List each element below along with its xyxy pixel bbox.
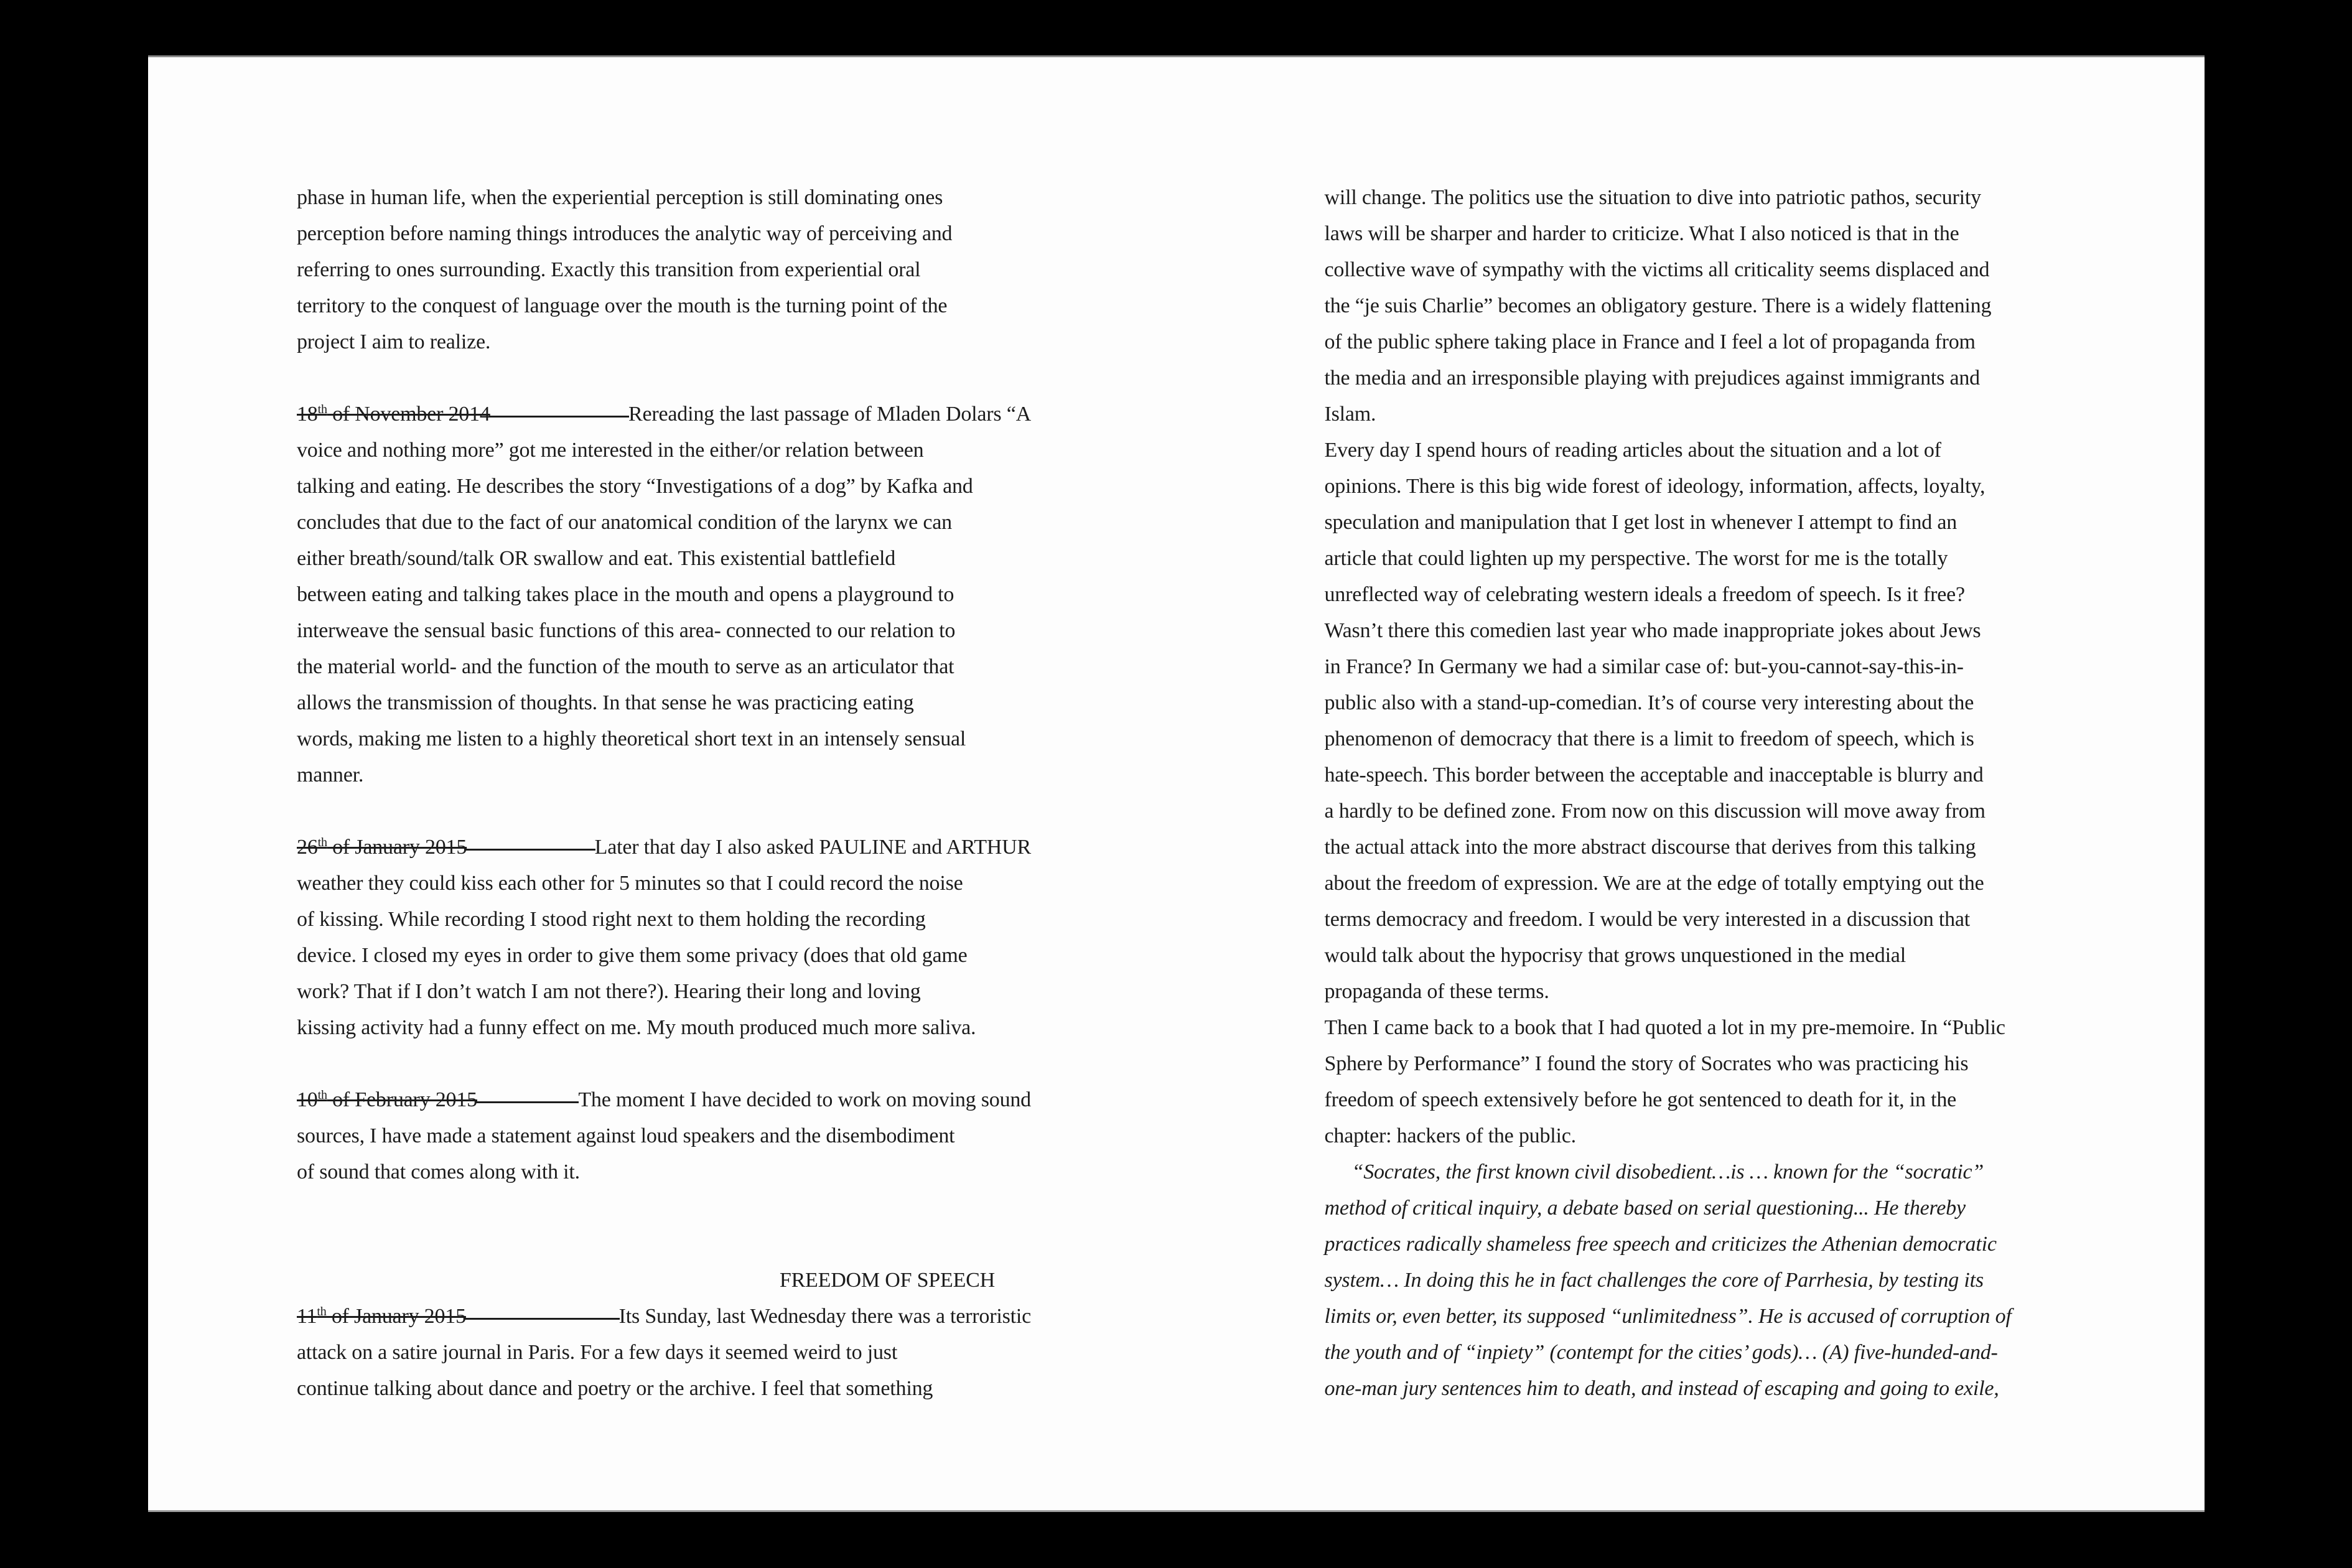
text-line: collective wave of sympathy with the victims all criticality seems displaced and — [1324, 258, 1990, 281]
text-line: Sphere by Performance” I found the story of Socrates who was practicing his — [1324, 1052, 1969, 1075]
text-line: work? That if I don’t watch I am not there?). Hearing their long and loving — [297, 980, 921, 1003]
text-line: talking and eating. He describes the story “Investigations of a dog” by Kafka and — [297, 475, 973, 498]
text-line: would talk about the hypocrisy that grows unquestioned in the medial — [1324, 944, 1906, 967]
text-line: either breath/sound/talk OR swallow and eat. This existential battlefield — [297, 547, 896, 570]
text-line: chapter: hackers of the public. — [1324, 1124, 1576, 1147]
text-line: of the public sphere taking place in France and I feel a lot of propaganda from — [1324, 330, 1976, 353]
text-line: freedom of speech extensively before he got sentenced to death for it, in the — [1324, 1088, 1957, 1111]
left-paragraph-3 — [297, 829, 1031, 1046]
text-line: Its Sunday, last Wednesday there was a terroristic — [618, 1305, 1031, 1328]
text-line: Wasn’t there this comedien last year who made inappropriate jokes about Jews — [1324, 619, 1981, 642]
entry-date-day: 11 — [297, 1305, 317, 1328]
text-line: the “je suis Charlie” becomes an obligatory gesture. There is a widely flattening — [1324, 294, 1992, 317]
text-line: The moment I have decided to work on moving sound — [578, 1088, 1031, 1111]
text-line: attack on a satire journal in Paris. For a few days it seemed weird to just — [297, 1341, 898, 1364]
quote-text-line: one-man jury sentences him to death, and instead of escaping and going to exile, — [1324, 1377, 1999, 1400]
text-line: propaganda of these terms. — [1324, 980, 1549, 1003]
text-line: kissing activity had a funny effect on me. My mouth produced much more saliva. — [297, 1016, 976, 1039]
diary-entry-first-line — [297, 396, 1031, 432]
text-line: the actual attack into the more abstract discourse that derives from this talking — [1324, 836, 1976, 859]
entry-date-rest: of January 2015 — [326, 1305, 466, 1328]
text-line: of kissing. While recording I stood right next to them holding the recording — [297, 908, 926, 931]
text-line: Then I came back to a book that I had quoted a lot in my pre-memoire. In “Public — [1324, 1016, 2005, 1039]
strike-tab-rule — [490, 396, 628, 432]
text-line: of sound that comes along with it. — [297, 1160, 580, 1183]
right-paragraph-1 — [1325, 180, 2043, 432]
text-line: manner. — [297, 763, 364, 786]
book-spread-page — [148, 55, 2205, 1512]
text-line: territory to the conquest of language over the mouth is the turning point of the — [297, 294, 948, 317]
quote-text-line: practices radically shameless free speech and criticizes the Athenian democratic — [1324, 1233, 1997, 1256]
left-page — [148, 57, 1177, 1510]
right-paragraph-3 — [1325, 1010, 2043, 1154]
text-line: the material world- and the function of the mouth to serve as an articulator that — [297, 655, 954, 678]
right-paragraph-2 — [1325, 432, 2043, 1010]
entry-date-rest: of November 2014 — [327, 403, 490, 426]
text-line: allows the transmission of thoughts. In that sense he was practicing eating — [297, 691, 914, 714]
quote-text-line: limits or, even better, its supposed “unlimitedness”. He is accused of corruption of — [1324, 1305, 2012, 1328]
entry-date-day: 26 — [297, 836, 318, 859]
text-line: project I aim to realize. — [297, 330, 491, 353]
text-line: article that could lighten up my perspective. The worst for me is the totally — [1324, 547, 1948, 570]
entry-date-rest: of January 2015 — [327, 836, 467, 859]
quote-text-line: method of critical inquiry, a debate based on serial questioning... He thereby — [1324, 1197, 1966, 1220]
text-line: in France? In Germany we had a similar case of: but-you-cannot-say-this-in- — [1324, 655, 1964, 678]
diary-entry-first-line — [297, 1082, 1031, 1118]
text-line: concludes that due to the fact of our anatomical condition of the larynx we can — [297, 511, 952, 534]
left-paragraph-6 — [297, 1299, 1031, 1407]
left-paragraph-4 — [297, 1082, 1031, 1190]
entry-date-ordinal: th — [317, 836, 327, 849]
text-line: about the freedom of expression. We are at the edge of totally emptying out the — [1324, 872, 1984, 895]
quote-text-line: the youth and of “inpiety” (contempt for the cities’ gods)… (A) five-hunded-and- — [1324, 1341, 1998, 1364]
strike-tab-rule — [467, 829, 594, 866]
text-line: phase in human life, when the experiential perception is still dominating ones — [297, 186, 943, 209]
quote-text-line: system… In doing this he in fact challenges the core of Parrhesia, by testing its — [1324, 1269, 1984, 1292]
text-line: opinions. There is this big wide forest of ideology, information, affects, loyalty, — [1324, 475, 1986, 498]
text-line: Islam. — [1324, 403, 1376, 426]
entry-date-ordinal: th — [317, 1088, 327, 1102]
right-text-column — [1325, 180, 2043, 1407]
entry-date-struck — [297, 1082, 477, 1118]
entry-date-day: 18 — [297, 403, 318, 426]
text-line: referring to ones surrounding. Exactly this transition from experiential oral — [297, 258, 921, 281]
text-line: voice and nothing more” got me interested in the either/or relation between — [297, 439, 924, 462]
text-line: speculation and manipulation that I get lost in whenever I attempt to find an — [1324, 511, 1958, 534]
entry-date-struck — [297, 1299, 466, 1335]
left-text-column — [297, 180, 1031, 1407]
left-paragraph-5 — [297, 1262, 1031, 1299]
diary-entry-first-line — [297, 829, 1031, 866]
text-line: hate-speech. This border between the acceptable and inacceptable is blurry and — [1324, 763, 1984, 786]
diary-entry-first-line — [297, 1299, 1031, 1335]
text-line: will change. The politics use the situation to dive into patriotic pathos, security — [1324, 186, 1981, 209]
text-line: weather they could kiss each other for 5 minutes so that I could record the noise — [297, 872, 963, 895]
text-line: words, making me listen to a highly theoretical short text in an intensely sensual — [297, 727, 966, 750]
text-line: sources, I have made a statement against loud speakers and the disembodiment — [297, 1124, 955, 1147]
text-line: public also with a stand-up-comedian. It’s of course very interesting about the — [1324, 691, 1974, 714]
right-paragraph-4 — [1325, 1154, 2043, 1407]
text-line: interweave the sensual basic functions of this area- connected to our relation to — [297, 619, 956, 642]
text-line: Rereading the last passage of Mladen Dolars “A — [628, 403, 1031, 426]
text-line: the media and an irresponsible playing with prejudices against immigrants and — [1324, 366, 1980, 390]
quote-text-line: “Socrates, the first known civil disobedient…is … known for the “socratic” — [1351, 1160, 1984, 1183]
text-line: unreflected way of celebrating western ideals a freedom of speech. Is it free? — [1324, 583, 1965, 606]
strike-tab-rule — [477, 1082, 578, 1118]
text-line: Every day I spend hours of reading articles about the situation and a lot of — [1324, 439, 1941, 462]
entry-date-ordinal: th — [317, 1305, 327, 1318]
entry-date-day: 10 — [297, 1088, 318, 1111]
section-heading: FREEDOM OF SPEECH — [779, 1269, 995, 1292]
text-line: perception before naming things introduces the analytic way of perceiving and — [297, 222, 953, 245]
left-paragraph-1 — [297, 180, 1031, 360]
right-page — [1177, 57, 2205, 1510]
strike-tab-rule — [466, 1299, 619, 1335]
entry-date-struck — [297, 396, 490, 432]
entry-date-struck — [297, 829, 467, 866]
text-line: Later that day I also asked PAULINE and ARTHUR — [594, 836, 1031, 859]
entry-date-rest: of February 2015 — [327, 1088, 477, 1111]
left-paragraph-2 — [297, 396, 1031, 793]
entry-date-ordinal: th — [317, 403, 327, 416]
text-line: continue talking about dance and poetry or the archive. I feel that something — [297, 1377, 933, 1400]
text-line: between eating and talking takes place in the mouth and opens a playground to — [297, 583, 954, 606]
text-line: device. I closed my eyes in order to give them some privacy (does that old game — [297, 944, 968, 967]
text-line: a hardly to be defined zone. From now on this discussion will move away from — [1324, 800, 1986, 823]
text-line: laws will be sharper and harder to criticize. What I also noticed is that in the — [1324, 222, 1959, 245]
text-line: terms democracy and freedom. I would be very interested in a discussion that — [1324, 908, 1971, 931]
text-line: phenomenon of democracy that there is a limit to freedom of speech, which is — [1324, 727, 1974, 750]
